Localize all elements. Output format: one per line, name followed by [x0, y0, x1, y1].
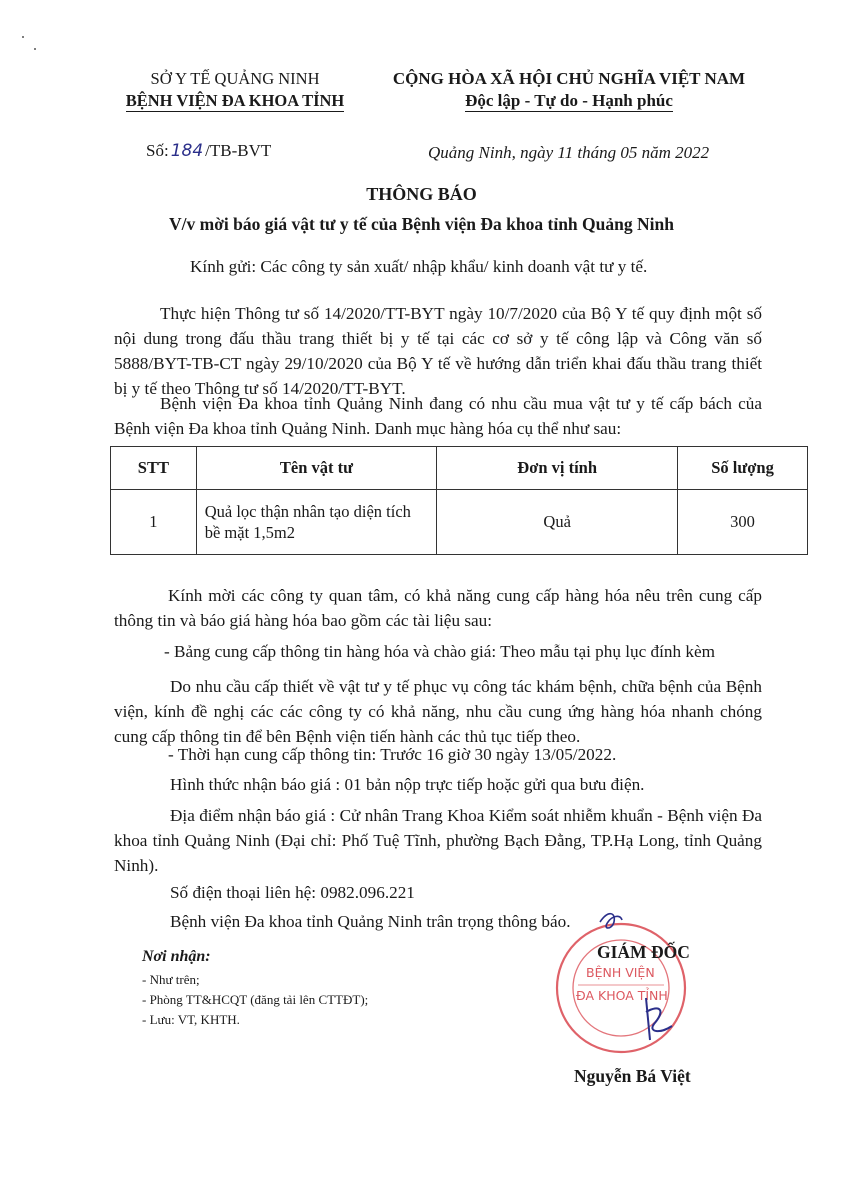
- notice-subject: V/v mời báo giá vật tư y tế của Bệnh viện Đa khoa tỉnh Quảng Ninh: [169, 214, 674, 234]
- stamp-text-line1: BỆNH VIỆN: [586, 965, 655, 980]
- paragraph-7: Hình thức nhận báo giá : 01 bản nộp trực tiếp hoặc gửi qua bưu điện.: [170, 775, 645, 794]
- motto: Độc lập - Tự do - Hạnh phúc: [465, 91, 673, 110]
- signer-title: GIÁM ĐỐC: [597, 942, 690, 962]
- col-unit: Đơn vị tính: [437, 447, 678, 490]
- cell-unit: Quả: [437, 490, 678, 555]
- col-quantity: Số lượng: [678, 447, 808, 490]
- org-name: BỆNH VIỆN ĐA KHOA TỈNH: [125, 91, 345, 110]
- signature-icon: [590, 900, 710, 1060]
- paragraph-3: Kính mời các công ty quan tâm, có khả năng cung cấp hàng hóa nêu trên cung cấp thông tin và báo giá hàng hóa bao gồm các tài liệu sau:: [114, 586, 762, 630]
- signer-name: Nguyễn Bá Việt: [574, 1066, 691, 1086]
- recipient-line: Kính gửi: Các công ty sản xuất/ nhập khẩu/ kinh doanh vật tư y tế.: [190, 257, 648, 276]
- table-header-row: [111, 447, 808, 490]
- items-table: [110, 446, 808, 555]
- country-name: CỘNG HÒA XÃ HỘI CHỦ NGHĨA VIỆT NAM: [392, 69, 746, 88]
- paragraph-8: Địa điểm nhận báo giá : Cử nhân Trang Khoa Kiểm soát nhiễm khuẩn - Bệnh viện Đa khoa tỉnh Quảng Ninh (Đại chỉ: Phố Tuệ Tĩnh, phường Bạch Đằng, TP.Hạ Long, tỉnh Quảng Ninh).: [114, 806, 762, 875]
- header-left: [100, 68, 370, 112]
- paragraph-4: - Bảng cung cấp thông tin hàng hóa và chào giá: Theo mẫu tại phụ lục đính kèm: [164, 642, 715, 661]
- col-stt: STT: [111, 447, 197, 490]
- org-parent: SỞ Y TẾ QUẢNG NINH: [150, 69, 320, 88]
- cell-item-name: Quả lọc thận nhân tạo diện tích bề mặt 1,5m2: [196, 490, 437, 555]
- scan-dot: [22, 36, 24, 38]
- list-item: - Lưu: VT, KHTH.: [142, 1012, 240, 1027]
- paragraph-10: Bệnh viện Đa khoa tỉnh Quảng Ninh trân trọng thông báo.: [170, 912, 571, 931]
- cell-stt: 1: [111, 490, 197, 555]
- stamp-text-line2: ĐA KHOA TỈNH: [576, 988, 668, 1003]
- doc-number: Số: 184 /TB-BVT: [146, 141, 272, 161]
- paragraph-6: - Thời hạn cung cấp thông tin: Trước 16 giờ 30 ngày 13/05/2022.: [168, 745, 617, 764]
- paragraph-2: Bệnh viện Đa khoa tỉnh Quảng Ninh đang có nhu cầu mua vật tư y tế cấp bách của Bệnh viện Đa khoa tỉnh Quảng Ninh. Danh mục hàng hóa cụ thể như sau:: [114, 394, 762, 438]
- notice-title: THÔNG BÁO: [366, 184, 477, 204]
- table-row: [111, 490, 808, 555]
- cell-quantity: 300: [678, 490, 808, 555]
- paragraph-1: Thực hiện Thông tư số 14/2020/TT-BYT ngày 10/7/2020 của Bộ Y tế quy định một số nội dung trong đấu thầu trang thiết bị y tế tại các cơ sở y tế công lập và Công văn số 5888/BYT-TB-CT ngày 29/10/2020 của Bộ Y tế về hướng dẫn triển khai đấu thầu trang thiết bị y tế theo Thông tư số 14/2020/TT-BYT.: [114, 304, 762, 398]
- doc-number-handwritten: 184: [170, 141, 204, 161]
- paragraph-5: Do nhu cầu cấp thiết về vật tư y tế phục vụ công tác khám bệnh, chữa bệnh của Bệnh viện, kính đề nghị các các công ty có khả năng, nhu cầu cung ứng hàng hóa nhanh chóng cung cấp thông tin để bên Bệnh viện tiến hành các thủ tục tiếp theo.: [114, 677, 762, 746]
- recipients-list: [142, 970, 368, 1030]
- col-item-name: Tên vật tư: [196, 447, 437, 490]
- scan-dot: [34, 48, 36, 50]
- list-item: - Như trên;: [142, 972, 200, 987]
- recipients-label: Nơi nhận:: [142, 948, 211, 965]
- list-item: - Phòng TT&HCQT (đăng tải lên CTTĐT);: [142, 992, 369, 1007]
- place-date: Quảng Ninh, ngày 11 tháng 05 năm 2022: [428, 143, 710, 162]
- header-right: [384, 68, 754, 112]
- paragraph-9: Số điện thoại liên hệ: 0982.096.221: [170, 883, 415, 902]
